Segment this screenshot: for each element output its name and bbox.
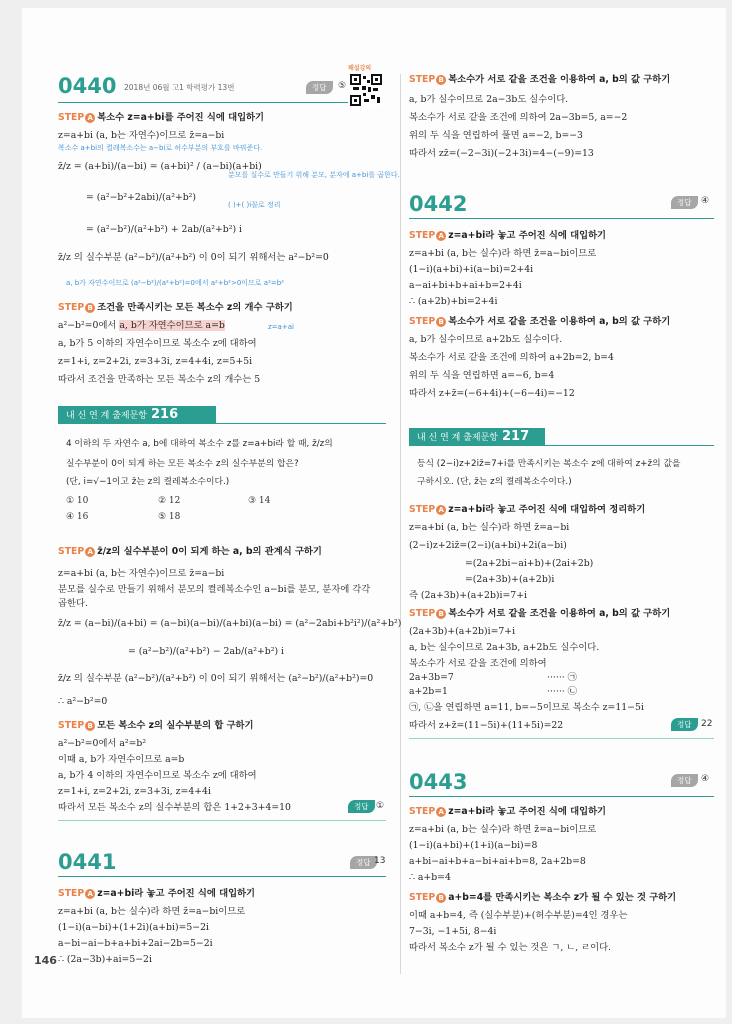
solution-line: 복소수가 서로 같을 조건에 의하여 a+2b=2, b=4 [409,352,614,363]
solution-line: 7−3i, −1+5i, 8−4i [409,926,497,937]
solution-line: 따라서 zz̄=(−2−3i)(−2+3i)=4−(−9)=13 [409,148,594,159]
solution-line: (1−i)(a+bi)+i(a−bi)=2+4i [409,264,534,275]
question-line: 실수부분이 0이 되게 하는 모든 복소수 z의 실수부분의 합은? [66,459,299,469]
step-a-heading: STEP A z=a+bi라 놓고 주어진 식에 대입하기 [409,806,607,817]
equation-marker: ······ ㉡ [547,686,577,697]
problem-source: 2018년 06월 고1 학력평가 13번 [124,83,235,92]
side-note: ( )+( )i꼴로 정리 [228,201,281,209]
problem-number-0443: 0443 [409,770,468,794]
solution-line: 위의 두 식을 연립하여 풀면 a=−2, b=−3 [409,130,583,141]
solution-line: 이때 a+b=4, 즉 (실수부분)+(허수부분)=4인 경우는 [409,910,628,921]
section-rule [58,820,386,821]
solution-line: a²−b²=0에서 a²=b² [58,738,147,749]
solution-line: = (a²−b²)/(a²+b²) + 2ab/(a²+b²) i [86,224,243,235]
exam-link-banner: 내 신 연 계 출제문항 217 [409,428,545,446]
solution-line: 즉 (2a+3b)+(a+2b)i=7+i [409,590,527,601]
solution-line: (1−i)(a−bi)+(1+2i)(a+bi)=5−2i [58,922,209,933]
problem-number-0442: 0442 [409,192,468,216]
problem-number-0440: 0440 [58,74,117,98]
solution-line: (2−i)z+2iz̄=(2−i)(a+bi)+2i(a−bi) [409,540,567,551]
step-b-heading: STEP B a+b=4를 만족시키는 복소수 z가 될 수 있는 것 구하기 [409,892,677,903]
answer-choice[interactable]: ② 12 [158,496,181,506]
banner-rule [409,445,714,446]
answer-badge: 정답 [671,718,698,731]
solution-line: (2a+3b)+(a+2b)i=7+i [409,626,516,637]
solution-line: a+bi−ai+b+a−bi+ai+b=8, 2a+2b=8 [409,856,586,867]
solution-line: z=a+bi (a, b는 실수)라 하면 z̄=a−bi이므로 [409,248,597,259]
answer-badge: 정답 [671,196,698,209]
solution-line: (1−i)(a+bi)+(1+i)(a−bi)=8 [409,840,538,851]
solution-line: ∴ (a+2b)+bi=2+4i [409,296,498,307]
page [22,8,726,1018]
solution-line: 분모를 실수로 만들기 위해서 분모의 켤레복소수인 a−bi를 분모, 분자에 각각 [58,584,371,595]
solution-line: ∴ a²−b²=0 [58,696,108,707]
answer-badge: 정답 [348,800,375,813]
side-note: 복소수 a+bi의 켤레복소수는 a−bi로 허수부분의 부호를 바꿔준다. [58,144,263,152]
solution-line: z=a+bi (a, b는 실수)라 하면 z̄=a−bi [409,522,570,533]
solution-line: z=a+bi (a, b는 자연수)이므로 z̄=a−bi [58,130,225,141]
answer-value: ④ [701,774,710,784]
solution-line: 따라서 복소수 z가 될 수 있는 것은 ㄱ, ㄴ, ㄹ이다. [409,942,612,953]
header-rule [409,796,714,797]
column-divider [400,74,401,974]
solution-line: z=1+i, z=2+2i, z=3+3i, z=4+4i [58,786,211,797]
header-rule [58,876,386,877]
equation-marker: ······ ㉠ [547,672,577,683]
solution-line: ∴ (2a−3b)+ai=5−2i [58,954,152,965]
step-b-heading: STEP B 모든 복소수 z의 실수부분의 합 구하기 [58,720,254,731]
answer-badge: 정답 [671,774,698,787]
answer-choice[interactable]: ④ 16 [66,512,89,522]
solution-line: a−ai+bi+b+ai+b=2+4i [409,280,522,291]
step-b-heading: STEP B 조건을 만족시키는 모든 복소수 z의 개수 구하기 [58,302,293,313]
solution-line: a+2b=1 [409,686,448,697]
solution-line: 곱한다. [58,598,88,609]
step-a-heading: STEP A z=a+bi라 놓고 주어진 식에 대입하기 [409,230,607,241]
solution-line: = (a²−b²)/(a²+b²) − 2ab/(a²+b²) i [128,646,285,657]
solution-line: 2a+3b=7 [409,672,454,683]
question-line: 등식 (2−i)z+2iz̄=7+i를 만족시키는 복소수 z에 대하여 z+z̄의 값을 [417,459,681,469]
question-line: 4 이하의 두 자연수 a, b에 대하여 복소수 z를 z=a+bi라 할 때, z̄/z의 [66,439,333,449]
solution-line: z̄/z = (a−bi)/(a+bi) = (a−bi)(a−bi)/(a+bi)(a−bi) = (a²−2abi+b²i²)/(a²+b²) [58,618,402,629]
solution-line: ㉠, ㉡을 연립하면 a=11, b=−5이므로 복소수 z=11−5i [409,702,644,713]
problem-number-0441: 0441 [58,850,117,874]
solution-line: ∴ a+b=4 [409,872,451,883]
answer-choice[interactable]: ③ 14 [248,496,271,506]
answer-badge: 정답 [306,81,333,94]
question-line: (단, i=√−1이고 z̄는 z의 켤레복소수이다.) [66,477,230,487]
answer-choice[interactable]: ① 10 [66,496,89,506]
solution-line: 복소수가 서로 같을 조건에 의하여 2a−3b=5, a=−2 [409,112,628,123]
solution-line: a, b가 실수이므로 2a−3b도 실수이다. [409,94,569,105]
banner-rule [58,423,386,424]
side-note: a, b가 자연수이므로 (a²−b²)/(a²+b²)=0에서 a²+b²>0이므로 a²=b² [66,279,284,287]
step-a-heading: STEP A z=a+bi라 놓고 주어진 식에 대입하기 [58,888,256,899]
solution-line: z̄/z 의 실수부분 (a²−b²)/(a²+b²) 이 0이 되기 위해서는 a²−b²=0 [58,252,329,263]
header-rule [409,218,714,219]
solution-line: 따라서 z+z̄=(−6+4i)+(−6−4i)=−12 [409,388,575,399]
answer-choice[interactable]: ⑤ 18 [158,512,181,522]
solution-line: 따라서 z+z̄=(11−5i)+(11+5i)=22 [409,720,564,731]
solution-line: z=1+i, z=2+2i, z=3+3i, z=4+4i, z=5+5i [58,356,253,367]
exam-link-banner: 내 신 연 계 출제문항 216 [58,406,216,424]
page-number: 146 [34,954,57,967]
solution-line: z̄/z = (a+bi)/(a−bi) = (a+bi)² / (a−bi)(a+bi) [58,161,262,172]
solution-line: a²−b²=0에서 a, b가 자연수이므로 a=b [58,320,225,331]
solution-line: z̄/z 의 실수부분 (a²−b²)/(a²+b²) 이 0이 되기 위해서는 (a²−b²)/(a²+b²)=0 [58,673,374,684]
step-b-heading: STEP B 복소수가 서로 같을 조건을 이용하여 a, b의 값 구하기 [409,608,671,619]
answer-value: ⑤ [338,81,347,91]
step-a-heading: STEP A 복소수 z=a+bi를 주어진 식에 대입하기 [58,112,265,123]
solution-line: a, b가 5 이하의 자연수이므로 복소수 z에 대하여 [58,338,257,349]
step-a-heading: STEP A z̄/z의 실수부분이 0이 되게 하는 a, b의 관계식 구하기 [58,546,322,557]
answer-badge: 정답 [350,856,377,869]
qr-code-icon[interactable] [350,74,382,106]
solution-line: 위의 두 식을 연립하면 a=−6, b=4 [409,370,555,381]
step-b-heading: STEP B 복소수가 서로 같을 조건을 이용하여 a, b의 값 구하기 [409,316,671,327]
solution-line: z=a+bi (a, b는 자연수)이므로 z̄=a−bi [58,568,225,579]
side-note: z=a+ai [268,323,294,331]
answer-value: 22 [701,719,713,729]
section-rule [409,738,714,739]
solution-line: =(2a+2bi−ai+b)+(2ai+2b) [465,558,594,569]
question-line: 구하시오. (단, z̄는 z의 켤레복소수이다.) [417,477,572,487]
solution-line: a, b는 실수이므로 2a+3b, a+2b도 실수이다. [409,642,600,653]
solution-line: 따라서 모든 복소수 z의 실수부분의 합은 1+2+3+4=10 [58,802,291,813]
solution-line: z=a+bi (a, b는 실수)라 하면 z̄=a−bi이므로 [58,906,246,917]
qr-label: 해설강의 [348,65,372,72]
step-b-heading: STEP B 복소수가 서로 같을 조건을 이용하여 a, b의 값 구하기 [409,74,671,85]
solution-line: =(2a+3b)+(a+2b)i [465,574,555,585]
solution-line: a, b가 실수이므로 a+2b도 실수이다. [409,334,563,345]
answer-value: ① [376,801,385,811]
solution-line: z=a+bi (a, b는 실수)라 하면 z̄=a−bi이므로 [409,824,597,835]
answer-value: ④ [701,196,710,206]
solution-line: 따라서 조건을 만족하는 모든 복소수 z의 개수는 5 [58,374,261,385]
step-a-heading: STEP A z=a+bi라 놓고 주어진 식에 대입하여 정리하기 [409,504,646,515]
solution-line: 이때 a, b가 자연수이므로 a=b [58,754,185,765]
side-note: 분모를 실수로 만들기 위해 분모, 분자에 a+bi를 곱한다. [228,171,400,179]
solution-line: a−bi−ai−b+a+bi+2ai−2b=5−2i [58,938,213,949]
solution-line: = (a²−b²+2abi)/(a²+b²) [86,192,197,203]
header-rule [58,102,348,103]
solution-line: a, b가 4 이하의 자연수이므로 복소수 z에 대하여 [58,770,257,781]
solution-line: 복소수가 서로 같을 조건에 의하여 [409,658,547,669]
answer-value: 13 [374,856,386,866]
